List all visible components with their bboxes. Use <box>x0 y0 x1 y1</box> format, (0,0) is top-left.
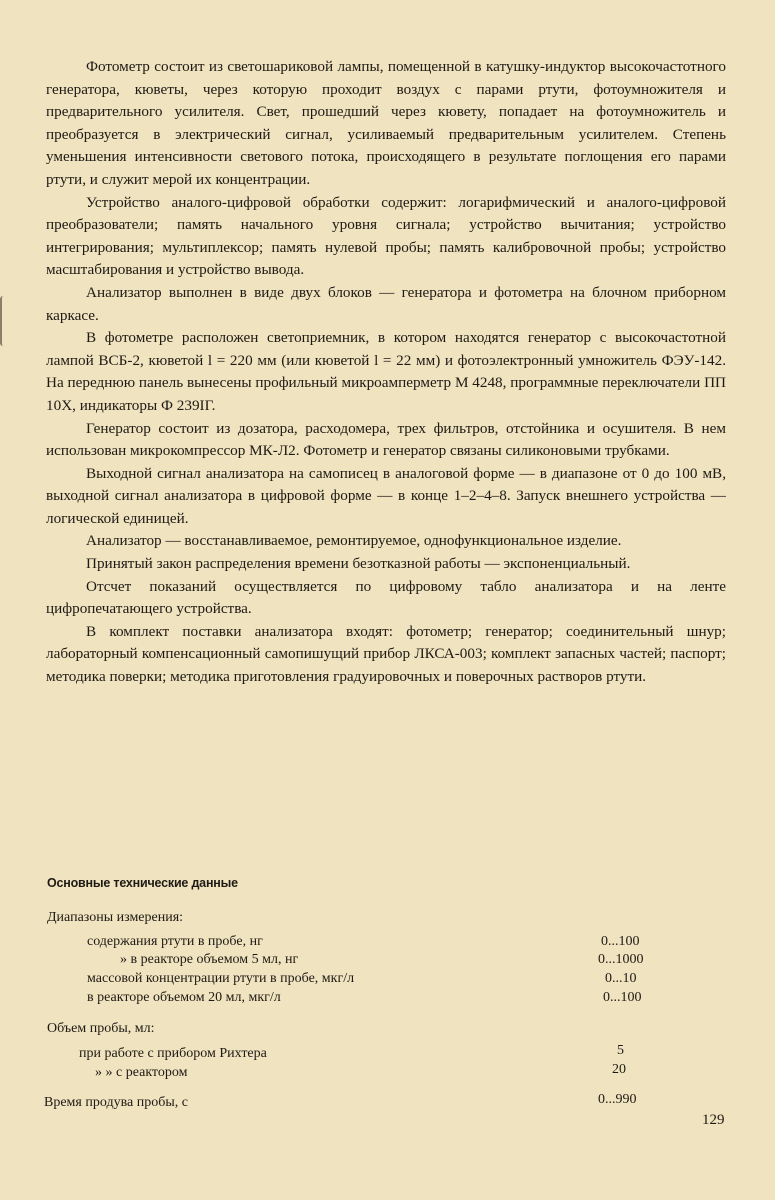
body-text <box>46 56 726 689</box>
spec-label: массовой концентрации ртути в пробе, мкг/л <box>87 971 355 986</box>
spec-label: содержания ртути в пробе, нг <box>87 934 263 949</box>
paragraph: В комплект поставки анализатора входят: фотометр; генератор; соединительный шнур; лабораторный компенсационный самопишущий прибор ЛКСА-003; комплект запасных частей; паспорт; методика поверки; методика приготовления градуировочных и поверочных растворов ртути. <box>46 622 726 686</box>
spec-value: 0...990 <box>598 1092 637 1107</box>
spec-group-label: Время продува пробы, с <box>44 1095 188 1110</box>
spec-label: » в реакторе объемом 5 мл, нг <box>120 952 299 967</box>
spec-group-label: Объем пробы, мл: <box>47 1021 155 1036</box>
paragraph: Анализатор — восстанавливаемое, ремонтируемое, однофункциональное изделие. <box>86 532 622 550</box>
spec-label: при работе с прибором Рихтера <box>79 1046 267 1061</box>
spec-value: 5 <box>617 1043 624 1058</box>
paragraph: Принятый закон распределения времени безотказной работы — экспоненциальный. <box>86 555 631 573</box>
spec-value: 0...100 <box>603 990 642 1005</box>
paragraph: Генератор состоит из дозатора, расходомера, трех фильтров, отстойника и осушителя. В нем использован микрокомпрессор МК-Л2. Фотометр и генератор связаны силиконовыми трубками. <box>46 419 726 460</box>
paragraph: Анализатор выполнен в виде двух блоков — генератора и фотометра на блочном приборном каркасе. <box>46 283 726 324</box>
paragraph: Отсчет показаний осуществляется по цифровому табло анализатора и на ленте цифропечатающего устройства. <box>46 577 726 618</box>
spec-label: » » с реактором <box>95 1065 188 1080</box>
margin-mark <box>0 296 12 346</box>
spec-group-label: Диапазоны измерения: <box>47 910 184 925</box>
spec-value: 0...100 <box>601 934 640 949</box>
spec-value: 0...10 <box>605 971 637 986</box>
paragraph: Фотометр состоит из светошариковой лампы, помещенной в катушку-индуктор высокочастотного генератора, кюветы, через которую проходит воздух с парами ртути, фотоумножителя и предварительного усилителя. Свет, прошедший через кювету, попадает на фотоумножитель и преобразуется в электрический сигнал, усиливаемый предварительным усилителем. Степень уменьшения интенсивности светового потока, происходящего в результате поглощения его парами ртути, и служит мерой их концентрации. <box>46 58 726 188</box>
paragraph: Выходной сигнал анализатора на самописец в аналоговой форме — в диапазоне от 0 до 100 мВ, выходной сигнал анализатора в цифровой форме — в конце 1–2–4–8. Запуск внешнего устройства — логической единицей. <box>46 464 726 527</box>
section-heading: Основные технические данные <box>47 876 238 890</box>
spec-value: 20 <box>612 1062 626 1077</box>
paragraph: Устройство аналого-цифровой обработки содержит: логарифмический и аналого-цифровой преобразователи; память начального уровня сигнала; устройство вычитания; устройство интегрирования; мультиплексор; память нулевой пробы; память калибровочной пробы; устройство масштабирования и устройство вывода. <box>46 193 726 279</box>
spec-value: 0...1000 <box>598 952 644 967</box>
spec-label: в реакторе объемом 20 мл, мкг/л <box>87 990 281 1005</box>
page-number: 129 <box>702 1112 725 1128</box>
paragraph: В фотометре расположен светоприемник, в котором находятся генератор с высокочастотной лампой ВСБ-2, кюветой l = 220 мм (или кюветой l = 22 мм) и фотоэлектронный умножитель ФЭУ-142. На переднюю панель вынесены профильный микроамперметр М 4248, программные переключатели ПП 10Х, индикаторы Ф 239IГ. <box>46 329 726 414</box>
